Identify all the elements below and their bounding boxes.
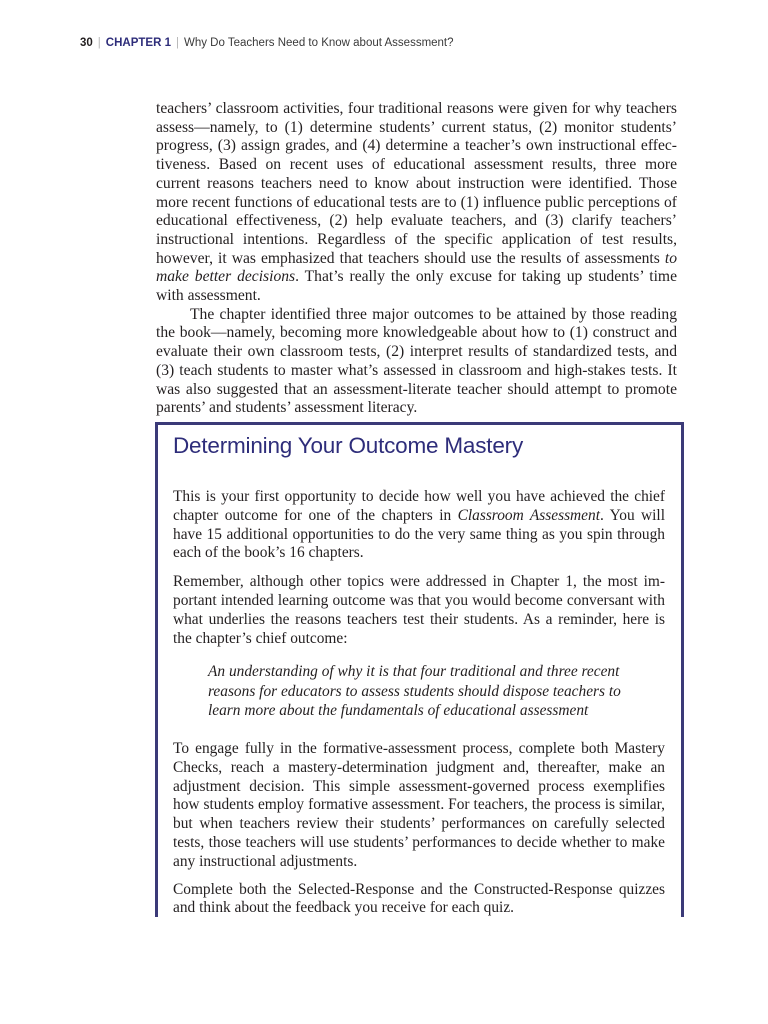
box-paragraph-2: Remember, although other topics were addressed in Chapter 1, the most important intended learning outcome was that you would become conversant with what underlies the reasons teachers test their students. As a reminder, here is the chapter’s chief outcome: <box>173 573 665 647</box>
body-paragraph-1-text: teachers’ classroom activities, four traditional reasons were given for why teachers assess—namely, to (1) determine students’ current status, (2) monitor students’ progress, (3) assign grades, and (4) determine a teacher’s own instructional effectiveness. Based on recent uses of educational assessment results, three more current reasons teachers need to know about instruction were identified. Those more recent functions of educational tests are to (1) influence public perceptions of educational effectiveness, (2) help evaluate teachers, and (3) clarify teachers’ instructional intentions. Regardless of the specific application of test results, however, it was emphasized that teachers should use the results of assessments <box>156 100 677 267</box>
header-divider: | <box>97 37 101 49</box>
body-paragraph-2: The chapter identified three major outcomes to be attained by those reading the book—namely, becoming more knowledgeable about how to (1) construct and evaluate their own classroom tests, (2) interpret results of standardized tests, and (3) teach students to master what’s assessed in classroom and high-stakes tests. It was also suggested that an assessment-literate teacher should attempt to promote parents’ and students’ assessment literacy. <box>156 305 677 417</box>
box-paragraph-1-text: This is your first opportunity to decide how well you have achieved the chief chapter outcome for one of the chapters in <box>173 488 665 524</box>
chapter-label: CHAPTER 1 <box>105 37 171 49</box>
main-body-text <box>156 100 677 418</box>
book-title-emphasis: Classroom Assessment <box>457 506 600 524</box>
emphasis-better-decisions: to make better decisions <box>156 249 677 286</box>
outcome-mastery-box <box>155 422 684 917</box>
body-paragraph-1 <box>156 100 677 306</box>
box-paragraph-3: To engage fully in the formative-assessment process, complete both Mastery Checks, reach a mastery-determination judgment and, thereafter, make an adjustment decision. This simple assessment-governed process exemplifies how students employ formative assessment. For teachers, the process is similar, but when teachers review their students’ performances on carefully selected tests, those teachers will use students’ performances to decide whether to make any instructional adjustments. <box>173 739 665 870</box>
box-paragraph-1 <box>173 488 665 563</box>
box-paragraph-1-end: . You will have 15 additional opportunities to do the very same thing as you spin through each of the book’s 16 chapters. <box>173 506 665 562</box>
header-divider-2: | <box>175 37 179 49</box>
page-number: 30 <box>80 37 93 49</box>
box-heading: Determining Your Outcome Mastery <box>173 433 524 458</box>
chief-outcome-quote: An understanding of why it is that four traditional and three recent reasons for educators to assess students should dispose teachers to learn more about the fundamentals of educational assessment <box>208 663 621 719</box>
box-paragraph-4: Complete both the Selected-Response and the Constructed-Response quizzes and think about the feedback you receive for each quiz. <box>173 880 665 917</box>
body-paragraph-1-end: . That’s really the only excuse for taking up students’ time with assessment. <box>156 268 677 305</box>
chapter-title: Why Do Teachers Need to Know about Assessment? <box>183 37 454 49</box>
running-header <box>80 37 454 49</box>
